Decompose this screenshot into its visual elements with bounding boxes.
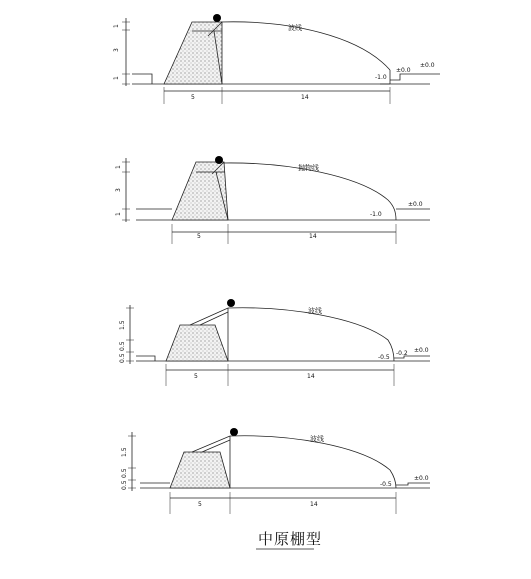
earth-wall — [170, 452, 230, 488]
figure-caption: 中原棚型 — [258, 530, 323, 548]
roof-rafter — [192, 436, 230, 452]
level-trench: -0.5 — [380, 481, 392, 488]
base-dim: 5 — [198, 501, 202, 508]
section-3 — [119, 299, 430, 386]
earth-wall — [166, 325, 228, 361]
left-dim-mid: 0.5 — [121, 468, 128, 478]
section-4 — [121, 428, 430, 514]
curve-label: 波线 — [288, 24, 302, 32]
span-dim: 14 — [307, 373, 315, 380]
level-trench: -1.0 — [375, 74, 387, 81]
base-dim: 5 — [191, 94, 195, 101]
left-dim-mid: 0.5 — [119, 341, 126, 351]
ridge-node — [230, 428, 238, 436]
left-dim-bot: 0.5 — [119, 353, 126, 363]
roof-curve — [228, 308, 394, 361]
curve-label: 波线 — [308, 307, 322, 315]
right-step — [396, 483, 430, 485]
span-dim: 14 — [301, 94, 309, 101]
left-dim-bot: 0.5 — [121, 480, 128, 490]
span-dim: 14 — [310, 501, 318, 508]
ridge-node — [215, 156, 223, 164]
level-ground-a: ±0.0 — [396, 67, 411, 74]
left-dim-mid: 3 — [113, 48, 120, 52]
base-dim: 5 — [194, 373, 198, 380]
earth-wall — [172, 162, 228, 220]
left-step — [132, 74, 152, 84]
right-step — [390, 74, 440, 80]
roof-curve — [221, 22, 390, 70]
left-dim-top: 1.5 — [121, 447, 128, 457]
left-step — [136, 356, 155, 361]
left-dim-top: 1.5 — [119, 320, 126, 330]
level-ground-b: ±0.0 — [420, 62, 435, 69]
curve-label: 波线 — [310, 435, 324, 443]
level-step: -0.2 — [396, 350, 408, 357]
left-dim-bot: 1 — [115, 212, 122, 216]
left-dim-top: 1 — [115, 165, 122, 169]
level-ground: ±0.0 — [414, 475, 429, 482]
base-dim: 5 — [197, 233, 201, 240]
section-2 — [115, 156, 430, 244]
level-trench: -0.5 — [378, 354, 390, 361]
level-ground: ±0.0 — [414, 347, 429, 354]
level-ground: ±0.0 — [408, 201, 423, 208]
left-dim-bot: 1 — [113, 76, 120, 80]
left-dim-top: 1 — [113, 24, 120, 28]
section-1 — [113, 14, 440, 104]
left-dim-mid: 3 — [115, 188, 122, 192]
curve-label: 抛物线 — [298, 164, 319, 172]
span-dim: 14 — [309, 233, 317, 240]
ridge-node — [227, 299, 235, 307]
ridge-node — [213, 14, 221, 22]
roof-curve — [230, 436, 396, 488]
level-trench: -1.0 — [370, 211, 382, 218]
roof-rafter — [190, 308, 228, 325]
